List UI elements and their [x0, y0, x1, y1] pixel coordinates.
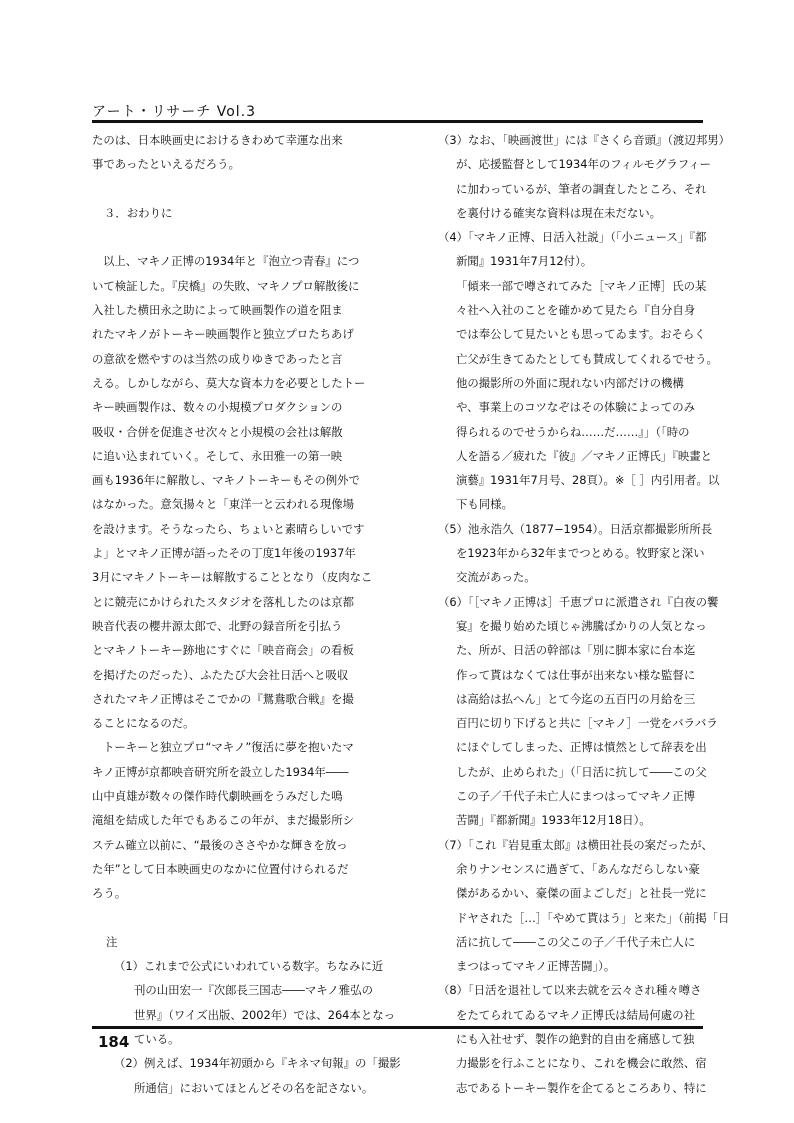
body-line: の意欲を燃やすのは当然の成りゆきであったと言 — [92, 351, 343, 366]
body-line: れたマキノがトーキー映画製作と独立プロたちあげ — [92, 327, 354, 342]
body-line: されたマキノ正博はそこでかの『鴛鴦歌合戦』を撮 — [92, 691, 354, 706]
section-heading: ３．おわりに — [104, 205, 173, 220]
body-line: 映音代表の櫻井源太郎で、北野の録音所を引払う — [92, 618, 343, 633]
footnote-line: まつはってマキノ正博苦闘」）。 — [456, 959, 616, 974]
footnote-line: にほぐしてしまった、正博は憤然として辞表を出 — [456, 740, 707, 755]
footnote-line: 交流があった。 — [456, 570, 536, 585]
footnote-line: （3）なお、「映画渡世」には『さくら音頭』（渡辺邦男） — [438, 133, 731, 147]
footnote-line: 作って貰はなくては仕事が出来ない様な監督に — [456, 667, 696, 682]
footnote-line: 人を語る／疲れた『彼』／マキノ正博氏」『映畫と — [456, 448, 713, 463]
footnote-line: た、所が、日活の幹部は「別に脚本家に台本迄 — [456, 643, 696, 658]
body-line: 3月にマキノトーキーは解散することとなり（皮肉なこ — [92, 570, 373, 585]
body-line: 山中貞雄が数々の傑作時代劇映画をうみだした鳴 — [92, 789, 343, 804]
header-rule — [92, 120, 703, 123]
footnote-line: 亡父が生きてゐたとしても賛成してくれるでせう。 — [456, 351, 718, 366]
body-line: 事であったといえるだろう。 — [92, 157, 240, 172]
running-header: アート・リサーチ Vol.3 — [92, 104, 257, 120]
footnote-line: では奉公して見たいとも思ってゐます。おそらく — [456, 327, 706, 342]
page-number: 184 — [98, 1033, 130, 1051]
footnote-line: ドヤされた［…］「やめて貰はう」と来た」（前掲「日 — [456, 910, 730, 925]
footnote-line: （6）「［マキノ正博は］千恵プロに派遣され『白夜の饗 — [438, 594, 719, 609]
footnote-line: にも入社せず、製作の絶對的自由を痛感して独 — [456, 1031, 695, 1046]
body-line: とに競売にかけられたスタジオを落札したのは京都 — [92, 594, 354, 609]
footnote-line: 所通信」においてほとんどその名を記さない。 — [134, 1080, 374, 1095]
footnote-line: や、事業上のコツなぞはその体験によってのみ — [456, 400, 695, 415]
footnote-line: 傑があるかい、豪傑の面よごしだ」と社長一党に — [456, 886, 707, 901]
body-line: た年”として日本映画史のなかに位置付けられるだ — [92, 861, 349, 876]
footnote-line: 宴』を撮り始めた頃じゃ沸騰ばかりの人気となっ — [456, 618, 707, 633]
body-line: はなかった。意気揚々と「東洋一と云われる現像場 — [92, 497, 354, 512]
body-line: を掲げたのだった）、ふたたび大会社日活へと吸収 — [92, 667, 349, 682]
footnote-line: に加わっているが、筆者の調査したところ、それ — [456, 181, 707, 196]
footnote-line: が、応援監督として1934年のフィルモグラフィー — [456, 157, 711, 172]
body-line: トーキーと独立プロ“マキノ”復活に夢を抱いたマ — [103, 740, 354, 755]
body-line: よ」とマキノ正博が語ったその丁度1年後の1937年 — [92, 546, 356, 561]
footnote-line: をたてられてゐるマキノ正博氏は結局何處の社 — [456, 1007, 695, 1022]
footnote-line: 志であるトーキー製作を企てるところあり、特に — [456, 1080, 707, 1095]
footnote-line: を裏付ける確実な資料は現在未だない。 — [456, 205, 662, 220]
footnote-line: を1923年から32年までつとめる。牧野家と深い — [456, 546, 705, 561]
body-line: ることになるのだ。 — [92, 716, 195, 731]
footnote-line: 世界』（ワイズ出版、2002年）では、264本となっ — [134, 1007, 395, 1022]
footnote-line: 余りナンセンスに過ぎて、「あんなだらしない豪 — [456, 861, 700, 876]
notes-heading: 注 — [106, 934, 118, 949]
footnote-line: 下も同様。 — [456, 497, 513, 512]
spacer — [92, 177, 382, 201]
footnote-line: （7）「これ『岩見重太郎』は横田社長の案だったが、 — [438, 837, 713, 852]
body-line: ステム確立以前に、“最後のささやかな輝きを放っ — [92, 837, 348, 852]
footnote-line: 百円に切り下げると共に［マキノ］一党をバラバラ — [456, 716, 718, 731]
body-line: 画も1936年に解散し、マキノトーキーもその例外で — [92, 473, 360, 488]
body-line: を設けます。そうなったら、ちょいと素晴らしいです — [92, 521, 365, 536]
body-line: いて検証した。『戻橋』の失敗、マキノプロ解散後に — [92, 278, 360, 293]
body-line: 吸収・合併を促進させ次々と小規模の会社は解散 — [92, 424, 343, 439]
footnote-line: （4）「マキノ正博、日活入社説」（「小ニュース」『都 — [438, 230, 707, 245]
footnote-line: （5）池永浩久（1877−1954）。日活京都撮影所所長 — [438, 521, 713, 536]
footnote-line: は高給は払へん」とて今迄の五百円の月給を三 — [456, 691, 696, 706]
right-column — [438, 128, 731, 1100]
body-line: とマキノトーキー跡地にすぐに「映音商会」の看板 — [92, 643, 354, 658]
footnote-line: ている。 — [134, 1031, 180, 1046]
body-line: 滝組を結成した年でもあるこの年が、まだ撮影所シ — [92, 813, 354, 828]
footnote-line: 「傾来一部で噂されてみた［マキノ正博］氏の某 — [456, 278, 707, 293]
body-line: たのは、日本映画史におけるきわめて幸運な出来 — [92, 133, 343, 147]
footnote-line: （1）これまで公式にいわれている数字。ちなみに近 — [114, 959, 384, 974]
body-line: 入社した横田永之助によって映画製作の道を阻ま — [92, 303, 343, 318]
spacer — [92, 225, 382, 249]
body-line: キー映画製作は、数々の小規模プロダクションの — [92, 400, 343, 415]
footnote-line: 新聞』1931年7月12付）。 — [456, 254, 593, 269]
body-line: ろう。 — [92, 886, 127, 901]
body-line: える。しかしながら、莫大な資本力を必要としたトー — [92, 375, 366, 390]
footnote-line: この子／千代子未亡人にまつはってマキノ正博 — [456, 789, 695, 804]
footnote-line: 演藝』1931年7月号、28頁）。※［ ］内引用者。以 — [456, 473, 720, 488]
footnote-line: 刊の山田宏一『次郎長三国志――マキノ雅弘の — [134, 983, 373, 998]
body-line: に追い込まれていく。そして、永田雅一の第一映 — [92, 448, 343, 463]
footnote-line: 力撮影を行ふことになり、これを機会に敢然、宿 — [456, 1056, 707, 1071]
footnote-line: したが、止められた」（「日活に抗して――この父 — [456, 764, 707, 779]
footnote-line: 々社へ入社のことを確かめて見たら『自分自身 — [456, 303, 696, 318]
footnote-line: （2）例えば、1934年初頭から『キネマ旬報』の「撮影 — [114, 1056, 401, 1071]
body-line: 以上、マキノ正博の1934年と『泡立つ青春』につ — [103, 254, 360, 269]
footnote-line: 苦闘」『都新聞』1933年12月18日）。 — [456, 813, 651, 828]
body-line: キノ正博が京都映音研究所を設立した1934年―― — [92, 764, 349, 779]
footnote-line: 他の撮影所の外面に現れない内部だけの機構 — [456, 375, 684, 390]
footnote-line: 得られるのでせうからね……だ……』」（「時の — [456, 424, 690, 439]
footnote-line: （8）「日活を退社して以来去就を云々され種々噂さ — [438, 983, 702, 998]
left-column — [92, 128, 401, 1100]
footnote-line: 活に抗して――この父この子／千代子未亡人に — [456, 934, 696, 949]
footer-rule — [92, 1026, 703, 1029]
spacer — [92, 906, 382, 930]
